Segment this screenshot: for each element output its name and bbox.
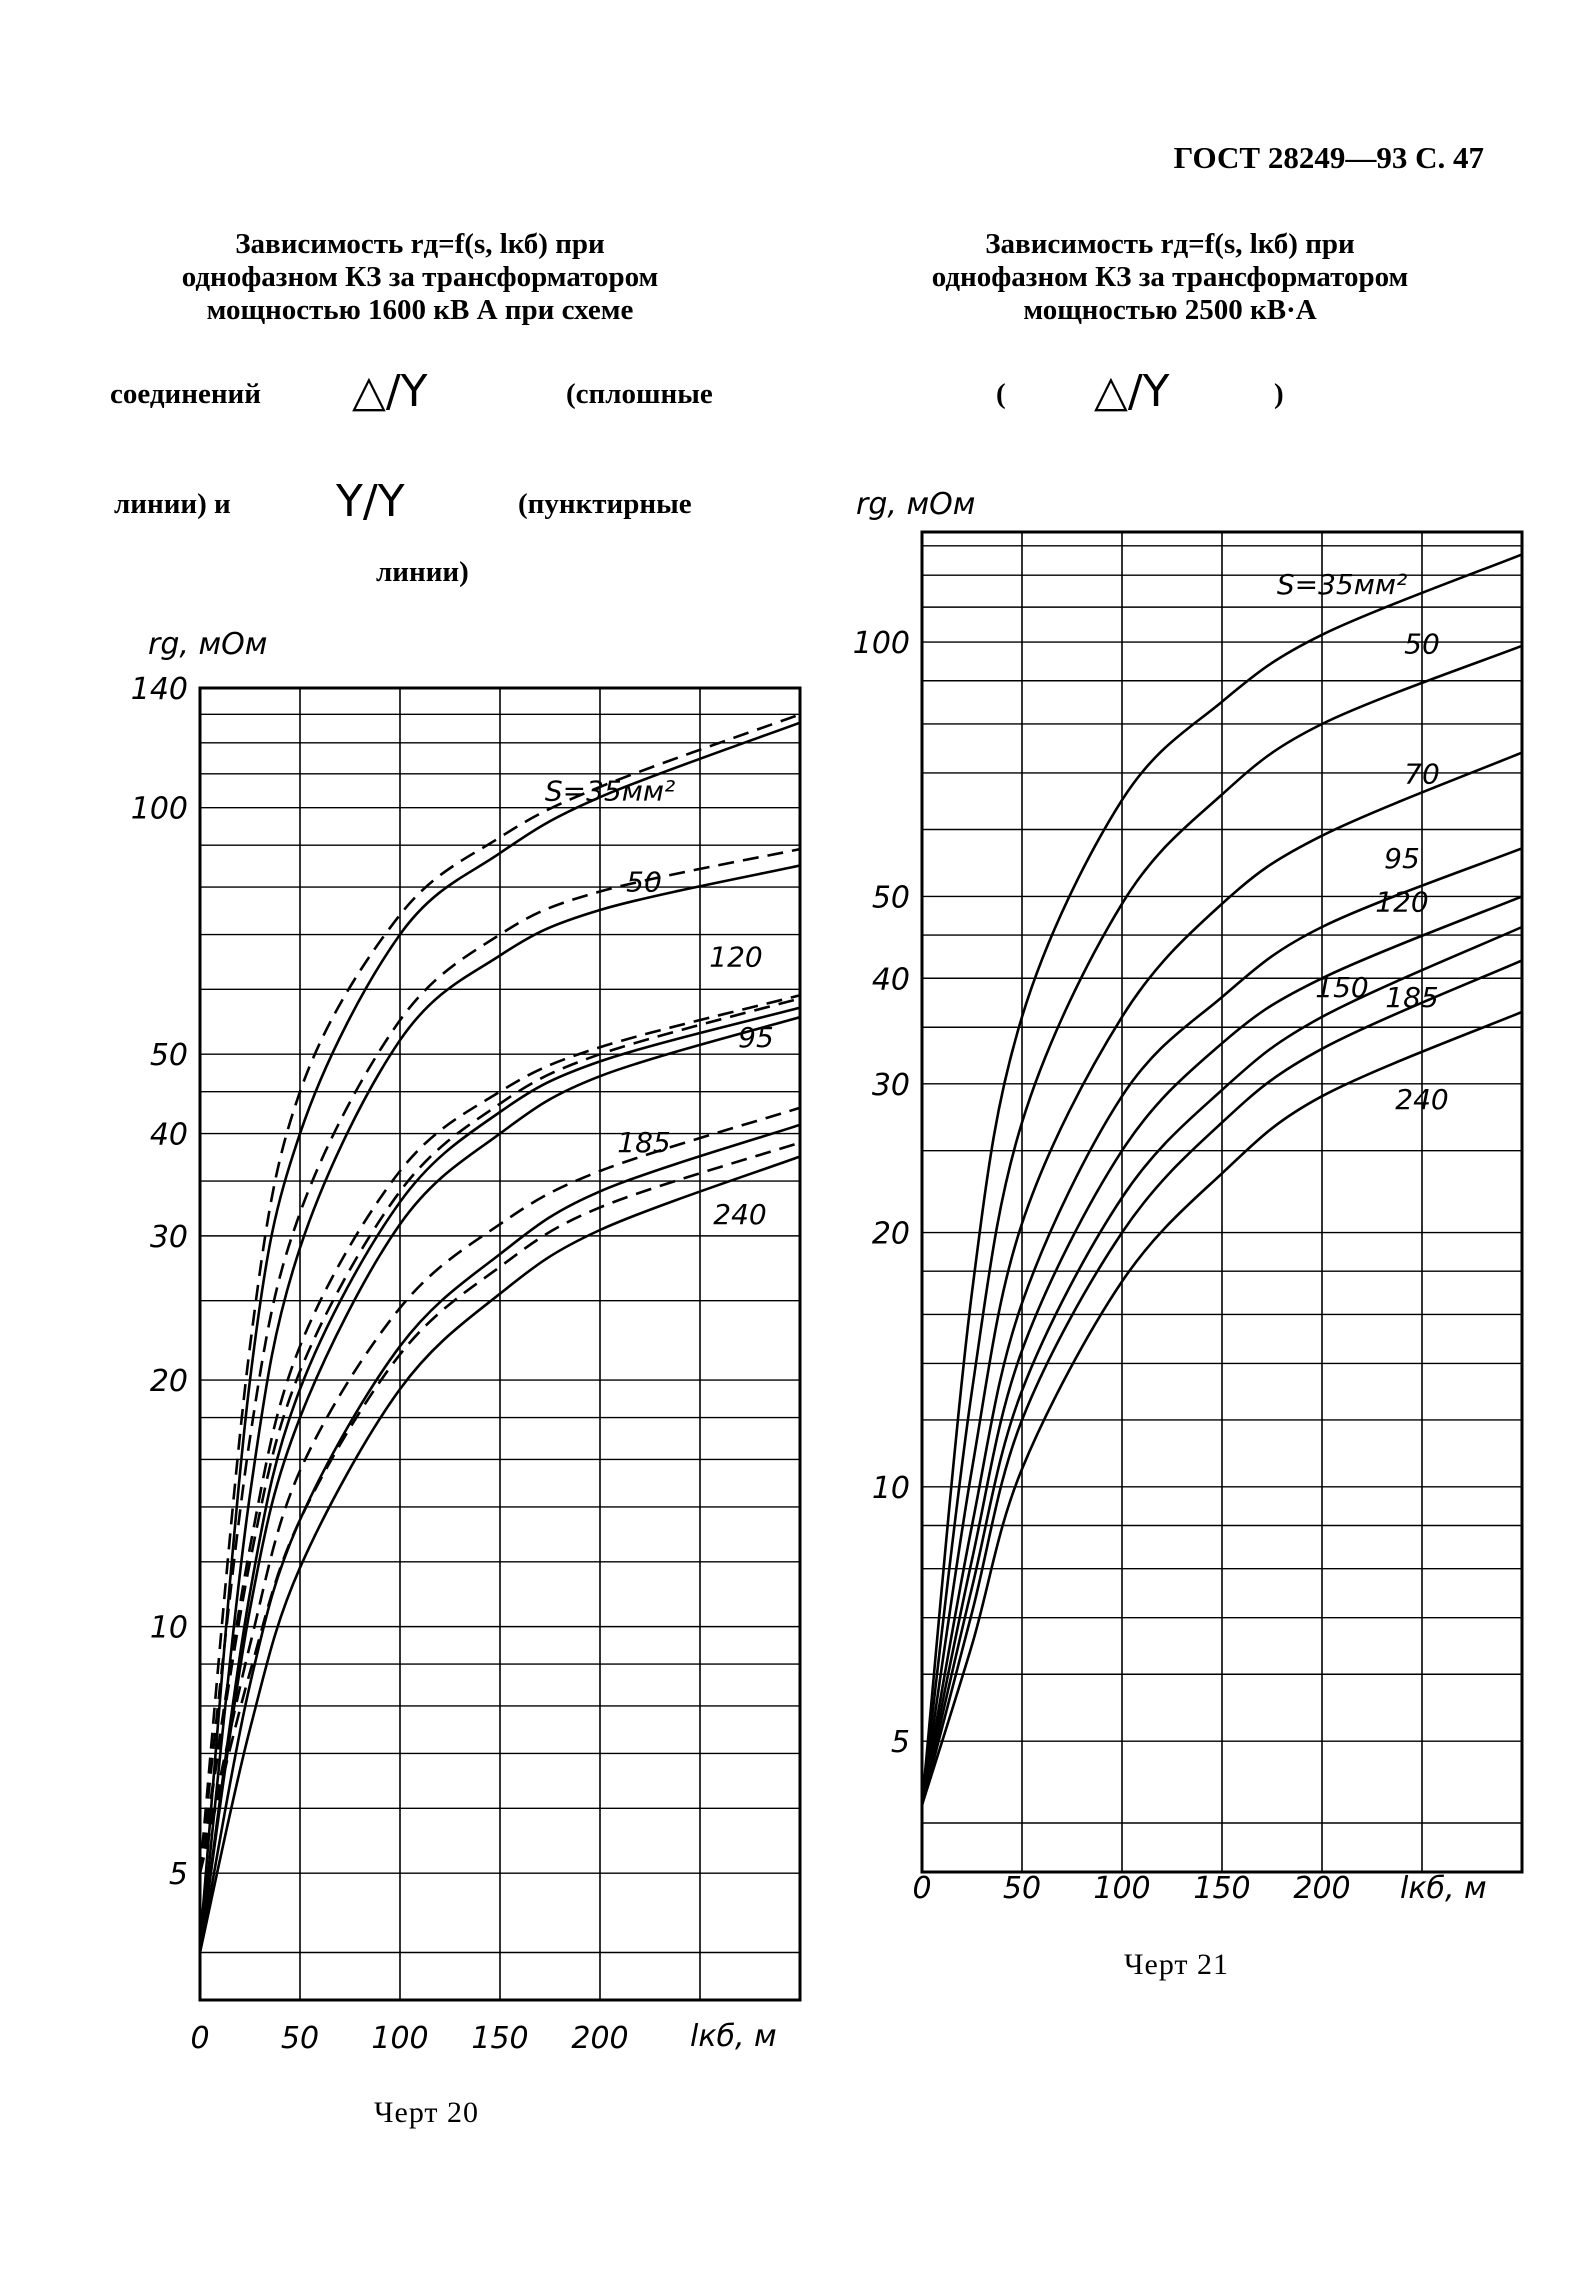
chart-20-plot — [131, 627, 800, 2056]
curve-label: S=35мм² — [544, 774, 676, 808]
x-tick-label: 100 — [1093, 1871, 1151, 1906]
x-tick-label: 0 — [912, 1871, 932, 1906]
curve-label: S=35мм² — [1276, 568, 1408, 602]
chart20-caption: Черт 20 — [374, 2096, 480, 2129]
y-tick-label: 50 — [871, 880, 910, 916]
curve-label: 120 — [709, 940, 763, 974]
chart21-legend-close: ) — [1274, 378, 1284, 410]
y-tick-label: 20 — [149, 1364, 188, 1400]
curve-label: 95 — [1384, 842, 1420, 876]
x-axis-label: lкб, м — [690, 2019, 777, 2054]
x-tick-label: 0 — [190, 2021, 210, 2056]
x-tick-label: 100 — [371, 2021, 429, 2056]
chart21-caption: Черт 21 — [1124, 1948, 1230, 1981]
chart20-legend-note-1: (сплошные — [566, 378, 713, 410]
y-tick-label: 30 — [149, 1219, 188, 1255]
chart20-legend-note-3: линии) — [376, 556, 469, 588]
curve-label: 50 — [626, 865, 662, 899]
chart20-title-line-1: Зависимость rд=f(s, lкб) при — [235, 228, 605, 260]
delta-wye-symbol: △/Ү — [352, 366, 428, 417]
y-tick-label: 5 — [168, 1857, 188, 1893]
chart20-title-line-2: однофазном КЗ за трансформатором — [181, 261, 659, 293]
y-axis-label: rg, мОм — [148, 627, 268, 662]
y-tick-label: 100 — [852, 626, 910, 662]
y-tick-label: 20 — [871, 1216, 910, 1252]
chart21-title-line-2: однофазном КЗ за трансформатором — [931, 261, 1409, 293]
y-tick-label: 10 — [149, 1610, 188, 1646]
curve-label: 185 — [1385, 980, 1439, 1014]
curve-label: 240 — [713, 1198, 767, 1232]
x-tick-label: 200 — [571, 2021, 629, 2056]
y-tick-label: 140 — [130, 672, 188, 707]
curve-label: 120 — [1375, 885, 1429, 919]
chart20-legend-word-1: соединений — [110, 378, 261, 410]
curve-label: 70 — [1404, 757, 1440, 791]
y-tick-label: 40 — [871, 962, 910, 998]
y-tick-label: 50 — [149, 1038, 188, 1074]
y-tick-label: 5 — [890, 1725, 910, 1761]
curve-label: 185 — [617, 1125, 671, 1159]
curve-label: 240 — [1395, 1083, 1449, 1117]
x-tick-label: 50 — [1002, 1871, 1042, 1906]
chart20-legend-word-2: линии) и — [114, 488, 231, 520]
chart21-title-line-3: мощностью 2500 кВ·А — [1023, 294, 1317, 326]
curve-label: 150 — [1315, 971, 1369, 1005]
wye-wye-symbol: Y/Ү — [336, 476, 405, 527]
curve-label: 95 — [738, 1021, 774, 1055]
y-tick-label: 30 — [871, 1067, 910, 1103]
y-tick-label: 10 — [871, 1470, 910, 1506]
curve-label: 50 — [1404, 627, 1440, 661]
x-tick-label: 200 — [1293, 1871, 1351, 1906]
page-header: ГОСТ 28249—93 С. 47 — [1173, 140, 1484, 175]
y-tick-label: 100 — [130, 791, 188, 827]
chart21-title-line-1: Зависимость rд=f(s, lкб) при — [985, 228, 1355, 260]
chart-21-plot — [853, 487, 1522, 1906]
y-tick-label: 40 — [149, 1117, 188, 1153]
y-axis-label: rg, мОм — [856, 487, 976, 522]
x-tick-label: 150 — [471, 2021, 529, 2056]
delta-wye-symbol-2: △/Ү — [1094, 366, 1170, 417]
x-axis-label: lкб, м — [1400, 1871, 1487, 1906]
x-tick-label: 150 — [1193, 1871, 1251, 1906]
x-tick-label: 50 — [280, 2021, 320, 2056]
chart21-legend-open: ( — [996, 378, 1006, 410]
chart20-title-line-3: мощностью 1600 кВ А при схеме — [206, 294, 634, 326]
chart20-legend-note-2: (пунктирные — [518, 488, 692, 520]
